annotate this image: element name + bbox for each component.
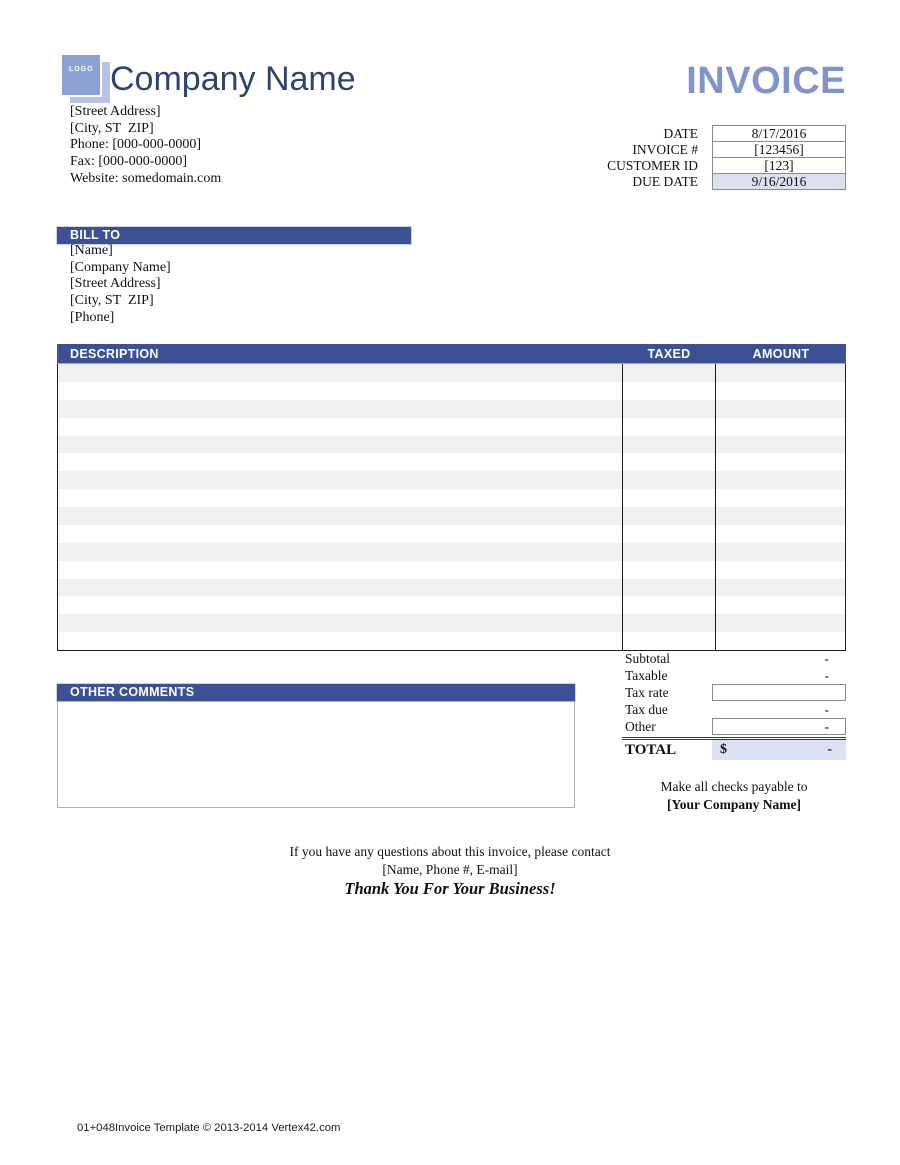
item-taxed-cell[interactable] <box>623 507 716 525</box>
customer-id-field[interactable]: [123] <box>712 157 846 174</box>
other-comments-box[interactable] <box>57 701 575 808</box>
tax-due-row <box>622 701 846 718</box>
item-row[interactable] <box>58 382 845 400</box>
grand-total-row <box>622 737 846 757</box>
tax-rate-field[interactable] <box>712 684 846 701</box>
item-row[interactable] <box>58 436 845 454</box>
item-description-cell[interactable] <box>58 543 623 561</box>
checks-payable-block <box>602 778 866 813</box>
item-amount-cell[interactable] <box>716 382 845 400</box>
company-logo <box>62 55 102 97</box>
template-copyright: 01+048Invoice Template © 2013-2014 Vertex42.com <box>77 1122 341 1134</box>
item-description-cell[interactable] <box>58 471 623 489</box>
item-amount-cell[interactable] <box>716 632 845 650</box>
company-website: Website: somedomain.com <box>70 170 222 186</box>
item-description-cell[interactable] <box>58 489 623 507</box>
meta-row-customer-id <box>0 157 846 174</box>
logo-icon: LOGO <box>69 66 94 73</box>
item-description-cell[interactable] <box>58 507 623 525</box>
item-amount-cell[interactable] <box>716 436 845 454</box>
contact-placeholder: [Name, Phone #, E-mail] <box>382 861 518 877</box>
item-row[interactable] <box>58 561 845 579</box>
other-label: Other <box>625 719 656 734</box>
item-taxed-cell[interactable] <box>623 579 716 597</box>
checks-payable-text: Make all checks payable to <box>660 779 808 794</box>
item-row[interactable] <box>58 507 845 525</box>
due-date-label: DUE DATE <box>632 174 698 189</box>
item-taxed-cell[interactable] <box>623 400 716 418</box>
item-amount-cell[interactable] <box>716 525 845 543</box>
meta-row-due-date <box>0 170 846 190</box>
item-taxed-cell[interactable] <box>623 382 716 400</box>
invoice-meta-table <box>0 125 846 190</box>
invoice-number-field[interactable]: [123456] <box>712 141 846 158</box>
item-amount-cell[interactable] <box>716 400 845 418</box>
item-row[interactable] <box>58 364 845 382</box>
subtotal-label: Subtotal <box>625 651 671 666</box>
company-city: [City, ST ZIP] <box>70 120 154 136</box>
payable-company-name: [Your Company Name] <box>667 796 801 812</box>
bill-to-phone[interactable]: [Phone] <box>70 309 115 325</box>
taxable-value: - <box>824 668 829 683</box>
meta-row-date <box>0 125 846 142</box>
thank-you-text: Thank You For Your Business! <box>344 879 556 898</box>
taxable-label: Taxable <box>625 668 668 683</box>
amount-column-header: AMOUNT <box>752 346 810 361</box>
tax-rate-label: Tax rate <box>625 685 669 700</box>
item-row[interactable] <box>58 418 845 436</box>
taxed-column-header: TAXED <box>647 346 691 361</box>
taxable-row <box>622 667 846 684</box>
other-comments-header: OTHER COMMENTS <box>57 684 575 701</box>
item-amount-cell[interactable] <box>716 489 845 507</box>
invoice-number-label: INVOICE # <box>632 142 698 157</box>
item-amount-cell[interactable] <box>716 453 845 471</box>
item-description-cell[interactable] <box>58 400 623 418</box>
company-fax: Fax: [000-000-0000] <box>70 154 188 170</box>
other-row <box>622 718 846 735</box>
item-taxed-cell[interactable] <box>623 453 716 471</box>
items-table-body <box>57 364 846 651</box>
item-taxed-cell[interactable] <box>623 596 716 614</box>
bill-to-street[interactable]: [Street Address] <box>70 276 161 292</box>
invoice-title: INVOICE <box>686 60 846 102</box>
bill-to-name[interactable]: [Name] <box>70 243 113 258</box>
total-currency: $ <box>720 742 727 757</box>
bill-to-company[interactable]: [Company Name] <box>70 259 171 275</box>
due-date-field[interactable]: 9/16/2016 <box>712 173 846 190</box>
item-taxed-cell[interactable] <box>623 543 716 561</box>
item-description-cell[interactable] <box>58 525 623 543</box>
items-table <box>57 344 846 651</box>
item-row[interactable] <box>58 400 845 418</box>
item-amount-cell[interactable] <box>716 543 845 561</box>
item-taxed-cell[interactable] <box>623 614 716 632</box>
subtotal-value: - <box>824 651 829 666</box>
item-amount-cell[interactable] <box>716 507 845 525</box>
item-description-cell[interactable] <box>58 632 623 650</box>
item-description-cell[interactable] <box>58 596 623 614</box>
item-description-cell[interactable] <box>58 614 623 632</box>
item-row[interactable] <box>58 471 845 489</box>
closing-notes <box>0 843 900 898</box>
company-street: [Street Address] <box>70 104 161 119</box>
item-row[interactable] <box>58 543 845 561</box>
customer-id-label: CUSTOMER ID <box>607 158 698 173</box>
description-column-header: DESCRIPTION <box>70 346 159 361</box>
company-name: Company Name <box>110 60 356 98</box>
item-row[interactable] <box>58 596 845 614</box>
item-row[interactable] <box>58 614 845 632</box>
date-label: DATE <box>663 126 698 141</box>
company-phone: Phone: [000-000-0000] <box>70 137 202 153</box>
item-amount-cell[interactable] <box>716 561 845 579</box>
totals-section <box>622 650 846 757</box>
total-label: TOTAL <box>625 742 677 758</box>
bill-to-block <box>70 243 171 327</box>
item-description-cell[interactable] <box>58 364 623 382</box>
item-taxed-cell[interactable] <box>623 561 716 579</box>
item-taxed-cell[interactable] <box>623 632 716 650</box>
bill-to-header: BILL TO <box>57 227 411 244</box>
item-description-cell[interactable] <box>58 436 623 454</box>
item-row[interactable] <box>58 489 845 507</box>
other-value: - <box>824 719 829 734</box>
total-value: - <box>827 742 832 757</box>
date-field[interactable]: 8/17/2016 <box>712 125 846 142</box>
meta-row-invoice-number <box>0 141 846 158</box>
item-description-cell[interactable] <box>58 418 623 436</box>
items-table-header <box>57 344 846 364</box>
item-taxed-cell[interactable] <box>623 418 716 436</box>
item-amount-cell[interactable] <box>716 596 845 614</box>
item-description-cell[interactable] <box>58 561 623 579</box>
item-taxed-cell[interactable] <box>623 489 716 507</box>
item-taxed-cell[interactable] <box>623 436 716 454</box>
total-cell <box>712 740 846 760</box>
item-description-cell[interactable] <box>58 579 623 597</box>
item-amount-cell[interactable] <box>716 364 845 382</box>
item-amount-cell[interactable] <box>716 614 845 632</box>
tax-due-value: - <box>824 702 829 717</box>
questions-contact-text: If you have any questions about this invoice, please contact <box>289 844 611 859</box>
item-row[interactable] <box>58 525 845 543</box>
item-taxed-cell[interactable] <box>623 364 716 382</box>
item-row[interactable] <box>58 632 845 650</box>
item-taxed-cell[interactable] <box>623 525 716 543</box>
item-taxed-cell[interactable] <box>623 471 716 489</box>
item-row[interactable] <box>58 579 845 597</box>
item-description-cell[interactable] <box>58 453 623 471</box>
item-amount-cell[interactable] <box>716 579 845 597</box>
tax-due-label: Tax due <box>625 702 668 717</box>
item-row[interactable] <box>58 453 845 471</box>
subtotal-row <box>622 650 846 667</box>
tax-rate-row <box>622 684 846 701</box>
item-amount-cell[interactable] <box>716 418 845 436</box>
item-amount-cell[interactable] <box>716 471 845 489</box>
item-description-cell[interactable] <box>58 382 623 400</box>
bill-to-city[interactable]: [City, ST ZIP] <box>70 293 154 309</box>
